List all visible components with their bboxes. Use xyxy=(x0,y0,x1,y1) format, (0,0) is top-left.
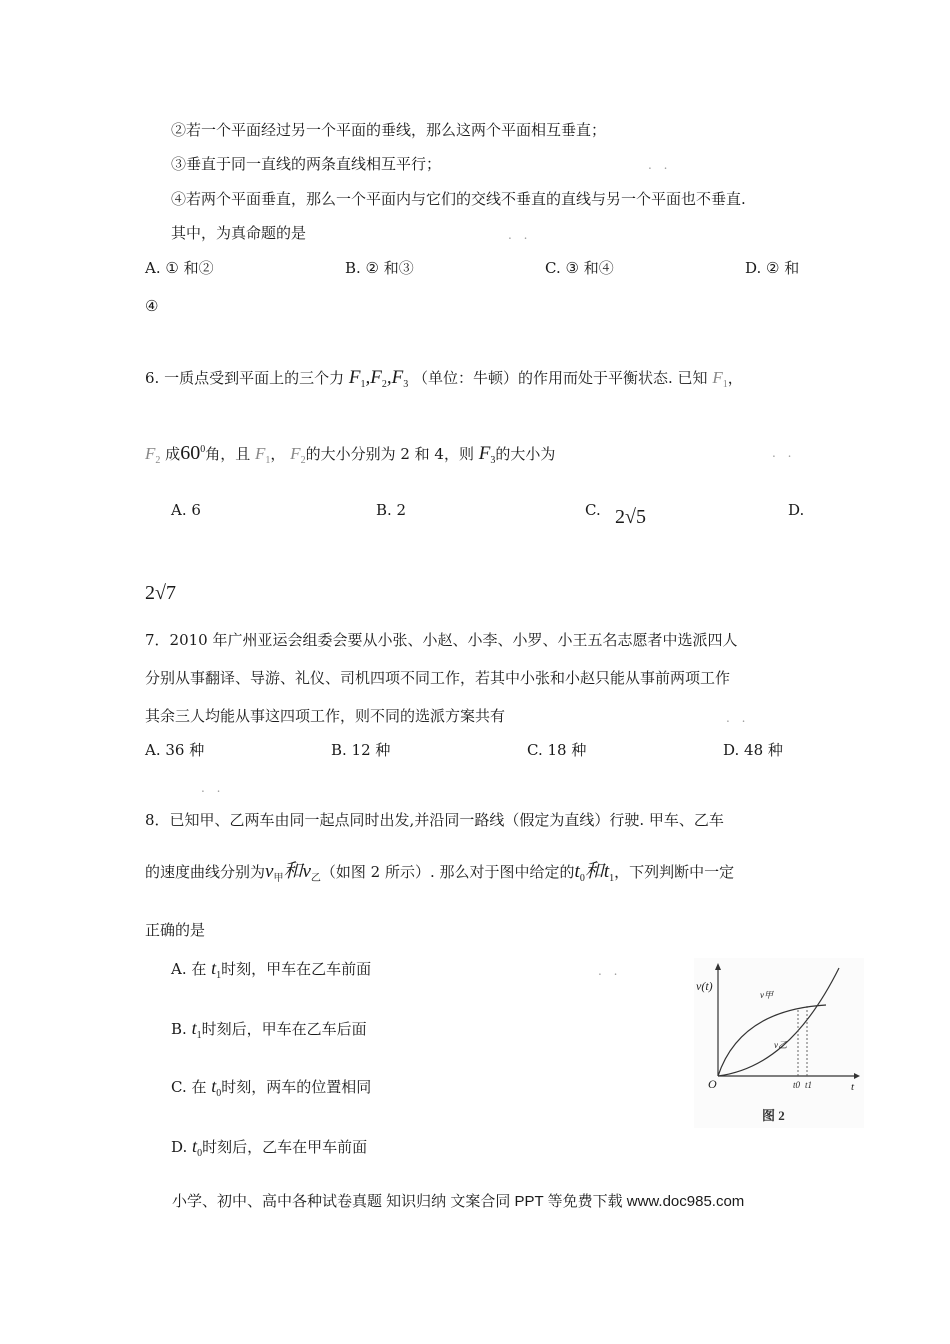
q7-line-1: 7．2010 年广州亚运会组委会要从小张、小赵、小李、小罗、小王五名志愿者中选派四人 xyxy=(145,631,738,649)
curve-jia-label: v甲 xyxy=(760,990,773,1000)
figure-caption: 图 2 xyxy=(762,1108,785,1123)
blank-marker: . . xyxy=(508,228,532,242)
q6-angle: $60^0$ xyxy=(180,442,206,464)
q8-option-b: B. $t_1$时刻后，甲车在乙车后面 xyxy=(171,1018,367,1041)
q5-option-d-wrap: ④ xyxy=(145,297,159,315)
q8-option-a: A. 在 $t_1$时刻，甲车在乙车前面 xyxy=(171,958,372,981)
q6-unit-text: （单位：牛顿）的作用而处于平衡状态. 已知 xyxy=(412,369,708,387)
q6-option-d-label: D. xyxy=(788,501,805,519)
q6-option-d-value: 2√7 xyxy=(145,582,176,604)
q6-f2-symbol: $F_2$ xyxy=(145,444,161,466)
origin-label: O xyxy=(708,1077,717,1091)
curve-yi-label: v乙 xyxy=(774,1040,787,1050)
q7-option-c: C. 18 种 xyxy=(527,741,587,759)
q5-statement-2: ②若一个平面经过另一个平面的垂线，那么这两个平面相互垂直； xyxy=(171,121,607,139)
q6-option-a: A. 6 xyxy=(171,501,201,519)
q6-f3-symbol: $F_3$ xyxy=(478,443,496,466)
q8-line-3: 正确的是 xyxy=(145,921,206,939)
q6-line-2: $F_2$ 成$60^0$角，且 $F_1$， $F_2$的大小分别为 2 和 4，则 $F_3$的大小为 xyxy=(145,442,556,466)
x-axis-label: t xyxy=(851,1081,855,1093)
q7-option-a: A. 36 种 xyxy=(145,741,205,759)
q8-line-1: 8．已知甲、乙两车由同一起点同时出发,并沿同一路线（假定为直线）行驶. 甲车、乙车 xyxy=(145,811,724,829)
q6-f1-symbol-2: $F_1$ xyxy=(254,444,271,466)
tick-t0: t0 xyxy=(793,1080,801,1090)
q5-option-b: B. ② 和③ xyxy=(345,259,414,277)
blank-marker: . . xyxy=(772,446,796,460)
q6-f1-symbol: $F_1$ xyxy=(712,368,728,390)
y-axis-label: v(t) xyxy=(696,979,713,993)
q8-option-c: C. 在 $t_0$时刻，两车的位置相同 xyxy=(171,1076,372,1099)
q8-option-d: D. $t_0$时刻后，乙车在甲车前面 xyxy=(171,1136,368,1159)
q5-option-d: D. ② 和 xyxy=(745,259,800,277)
q5-statement-4: ④若两个平面垂直，那么一个平面内与它们的交线不垂直的直线与另一个平面也不垂直. xyxy=(171,190,746,208)
q7-line-2: 分别从事翻译、导游、礼仪、司机四项不同工作，若其中小张和小赵只能从事前两项工作 xyxy=(145,669,731,687)
page-footer: 小学、初中、高中各种试卷真题 知识归纳 文案合同 PPT 等免费下载 www.doc985.com xyxy=(172,1193,745,1210)
q7-option-d: D. 48 种 xyxy=(723,741,783,759)
blank-marker: . . xyxy=(726,711,750,725)
q6-option-c-label: C. xyxy=(585,501,601,519)
q6-line-1: 6. 一质点受到平面上的三个力 $F_1,F_2,F_3$ （单位：牛顿）的作用而处于平衡状态. 已知 $F_1$， xyxy=(145,367,743,390)
blank-marker: . . xyxy=(598,964,622,978)
q8-line-2: 的速度曲线分别为$v_甲$和$v_乙$（如图 2 所示）. 那么对于图中给定的$t_0$和$t_1$，下列判断中一定 xyxy=(145,861,735,884)
q6-option-b: B. 2 xyxy=(376,501,407,519)
blank-marker: . . xyxy=(648,158,672,172)
q6-forces-formula: $F_1,F_2,F_3$ xyxy=(348,367,409,390)
q6-option-c-value: 2√5 xyxy=(615,506,646,528)
q5-option-c: C. ③ 和④ xyxy=(545,259,614,277)
q5-statement-3: ③垂直于同一直线的两条直线相互平行； xyxy=(171,155,442,173)
q7-option-b: B. 12 种 xyxy=(331,741,391,759)
q6-intro: 6. 一质点受到平面上的三个力 xyxy=(145,369,345,387)
q8-time-symbols: $t_0$和$t_1$ xyxy=(574,861,615,884)
q5-option-a: A. ① 和② xyxy=(145,259,214,277)
q7-line-3: 其余三人均能从事这四项工作，则不同的选派方案共有 xyxy=(145,707,506,725)
velocity-figure xyxy=(694,958,864,1128)
blank-marker: . . xyxy=(201,781,225,795)
q5-prompt: 其中，为真命题的是 xyxy=(171,224,307,242)
q6-f2-symbol-2: $F_2$ xyxy=(290,444,306,466)
tick-t1: t1 xyxy=(805,1080,813,1090)
q8-velocity-symbols: $v_甲$和$v_乙$ xyxy=(265,861,321,884)
